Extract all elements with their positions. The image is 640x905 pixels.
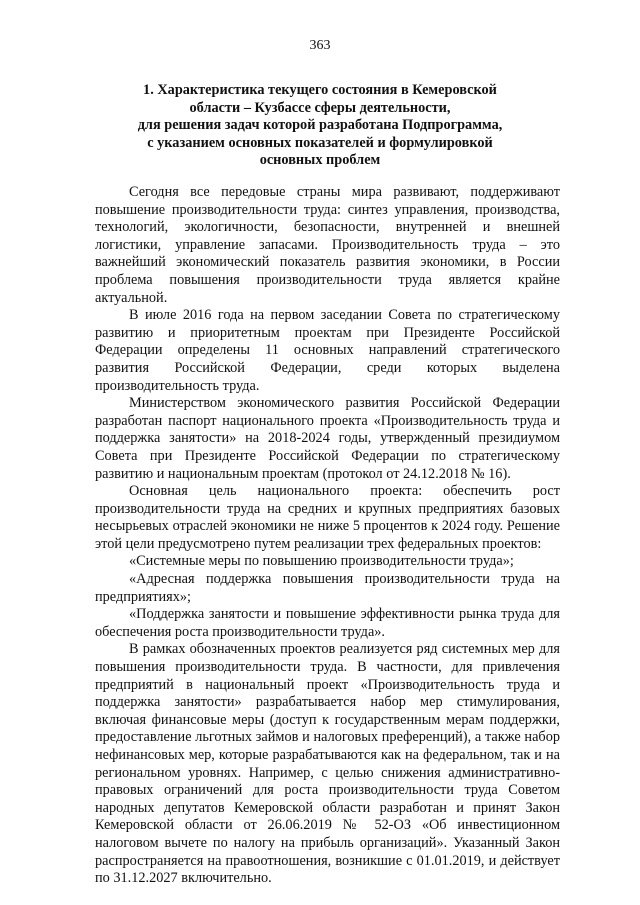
paragraph-system-measures: В рамках обозначенных проектов реализуется ряд системных мер для повышения производительности труда. В частности, для привлечения предприятий в национальный проект «Производительность труда и поддержка занятости» разрабатывается набор мер стимулирования, включая финансовые меры (доступ к государственным мерам поддержки, предоставление льготных займов и налоговых преференций), а также набор нефинансовых мер, которые разрабатываются как на федеральном, так и на региональном уровнях. Например, с целью снижения административно-правовых ограничений для роста производительности труда Советом народных депутатов Кемеровской области разработан и принят Закон Кемеровской области от 26.06.2019 № 52-ОЗ «Об инвестиционном налоговом вычете по налогу на прибыль организаций». Указанный Закон распространяется на правоотношения, возникшие с 01.01.2019, и действует по 31.12.2027 включительно. [95,641,560,887]
heading-line: области – Кузбассе сферы деятельности, [189,99,451,116]
paragraph-ministry-passport: Министерством экономического развития Российской Федерации разработан паспорт национального проекта «Производительность труда и поддержка занятости» на 2018-2024 годы, утвержденный президиумом Совета при Президенте Российской Федерации по стратегическому развитию и национальным проектам (протокол от 24.12.2018 № 16). [95,395,560,482]
paragraph-council-2016: В июле 2016 года на первом заседании Совета по стратегическому развитию и приоритетным проектам при Президенте Российской Федерации определены 11 основных направлений стратегического развития Российской Федерации, среди которых выделена производительность труда. [95,307,560,394]
paragraph-federal-project-1: «Системные меры по повышению производительности труда»; [129,553,514,570]
body-text [95,184,560,888]
heading-line: для решения задач которой разработана Подпрограмма, [137,117,503,134]
heading-line: основных проблем [259,152,381,169]
section-heading [105,82,535,170]
paragraph-intro: Сегодня все передовые страны мира развивают, поддерживают повышение производительности труда: синтез управления, производства, технологий, экологичности, безопасности, внутренней и внешней логистики, управление запасами. Производительность труда – это важнейший экономический показатель развития экономики, в России проблема повышения производительности труда является крайне актуальной. [95,184,560,306]
paragraph-main-goal: Основная цель национального проекта: обеспечить рост производительности труда на средних и крупных предприятиях базовых несырьевых отраслей экономики не ниже 5 процентов к 2024 году. Решение этой цели предусмотрено путем реализации трех федеральных проектов: [95,483,560,552]
page-number: 363 [309,38,331,53]
heading-line: с указанием основных показателей и формулировкой [147,134,493,151]
heading-line: 1. Характеристика текущего состояния в Кемеровской [143,82,497,98]
paragraph-federal-project-3: «Поддержка занятости и повышение эффективности рынка труда для обеспечения роста производительности труда». [95,606,560,640]
paragraph-federal-project-2: «Адресная поддержка повышения производительности труда на предприятиях»; [95,571,560,605]
